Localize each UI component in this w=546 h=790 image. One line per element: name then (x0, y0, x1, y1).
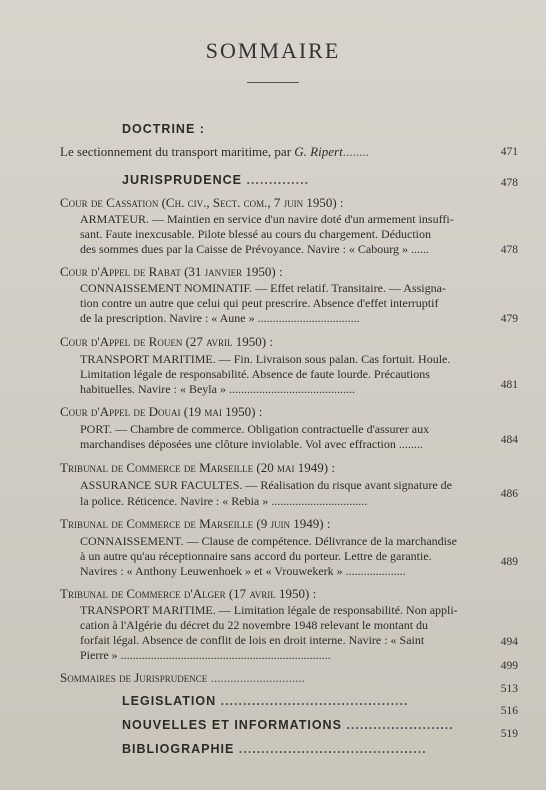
nouvelles-dots: ........................ (346, 718, 454, 732)
entry-heading: Cour de Cassation (Ch. civ., Sect. com., 7 juin 1950) : (60, 195, 344, 210)
entry-line: Pierre » ...................................................................... (80, 648, 331, 662)
doctrine-author: G. Ripert (294, 144, 343, 159)
sommaires-entry (60, 670, 305, 686)
bibliographie-dots: .......................................... (238, 742, 427, 756)
entry-line: ASSURANCE SUR FACULTES. — Réalisation du risque avant signature de (80, 478, 452, 492)
entry-heading: Tribunal de Commerce de Marseille (20 mai 1949) : (60, 460, 335, 475)
legislation-page: 513 (500, 683, 518, 695)
entry-line: Limitation légale de responsabilité. Absence de faute lourde. Précautions (80, 367, 430, 381)
entry-page: 484 (500, 434, 518, 446)
entry-line: CONNAISSEMENT. — Clause de compétence. Délivrance de la marchandise (80, 534, 457, 548)
nouvelles-entry (122, 718, 454, 732)
bibliographie-page: 519 (500, 728, 518, 740)
entry-page: 486 (500, 488, 518, 500)
legislation-dots: .......................................... (220, 694, 409, 708)
jurisprudence-label: JURISPRUDENCE .............. (122, 173, 310, 187)
entry-page: 489 (500, 556, 518, 568)
entry-line: TRANSPORT MARITIME. — Fin. Livraison sous palan. Cas fortuit. Houle. (80, 352, 451, 366)
entry-page: 478 (500, 244, 518, 256)
entry-heading: Cour d'Appel de Rabat (31 janvier 1950) : (60, 264, 283, 279)
sommaires-dots: ............................. (210, 670, 305, 685)
legislation-entry (122, 694, 408, 708)
doctrine-text: Le sectionnement du transport maritime, par (60, 144, 295, 159)
entry-heading: Cour d'Appel de Douai (19 mai 1950) : (60, 404, 263, 419)
entry-line: CONNAISSEMENT NOMINATIF. — Effet relatif. Transitaire. — Assigna- (80, 281, 446, 295)
jurisprudence-page: 478 (500, 177, 518, 189)
entry-line: forfait légal. Absence de conflit de lois en droit interne. Navire : « Saint (80, 633, 425, 647)
entry-page: 481 (500, 379, 518, 391)
entry-line: de la prescription. Navire : « Aune » .................................. (80, 311, 360, 325)
bibliographie-entry (122, 742, 427, 756)
entry-line: tion contre un autre que celui qui peut prescrire. Absence d'effet interruptif (80, 296, 439, 310)
jurisprudence-dots: .............. (246, 173, 310, 187)
entry-heading: Tribunal de Commerce d'Alger (17 avril 1950) : (60, 586, 317, 601)
entry-heading: Tribunal de Commerce de Marseille (9 juin 1949) : (60, 516, 331, 531)
entry-line: cation à l'Algérie du décret du 22 novembre 1948 relevant le montant du (80, 618, 429, 632)
doctrine-page: 471 (500, 146, 518, 158)
bibliographie-label: BIBLIOGRAPHIE (122, 742, 235, 756)
entry-line: TRANSPORT MARITIME. — Limitation légale de responsabilité. Non appli- (80, 603, 458, 617)
entry-line: à un autre qu'au réceptionnaire sans accord du porteur. Lettre de garantie. (80, 549, 432, 563)
doctrine-label: DOCTRINE : (122, 122, 205, 136)
entry-page: 479 (500, 313, 518, 325)
entry-line: marchandises déposées une clôture inviolable. Vol avec effraction ........ (80, 437, 423, 451)
entry-heading: Cour d'Appel de Rouen (27 avril 1950) : (60, 334, 273, 349)
entry-line: ARMATEUR. — Maintien en service d'un navire doté d'un armement insuffi- (80, 212, 454, 226)
sommaires-label: Sommaires de Jurisprudence (60, 670, 208, 685)
entry-line: des sommes dues par la Caisse de Prévoyance. Navire : « Cabourg » ...... (80, 242, 430, 256)
entry-line: PORT. — Chambre de commerce. Obligation contractuelle d'assurer aux (80, 422, 430, 436)
nouvelles-page: 516 (500, 705, 518, 717)
nouvelles-label: NOUVELLES ET INFORMATIONS (122, 718, 342, 732)
sommaires-page: 499 (500, 660, 518, 672)
entry-line: Navires : « Anthony Leuwenhoek » et « Vrouwekerk » .................... (80, 564, 406, 578)
entry-page: 494 (500, 636, 518, 648)
title-rule (247, 82, 299, 83)
entry-line: sant. Faute inexcusable. Pilote blessé au cours du chargement. Déduction (80, 227, 432, 241)
entry-line: habituelles. Navire : « Beyla » .......................................... (80, 382, 355, 396)
doctrine-entry (60, 144, 369, 160)
doctrine-dots: ........ (342, 144, 369, 159)
page-title: SOMMAIRE (205, 38, 341, 63)
legislation-label: LEGISLATION (122, 694, 217, 708)
entry-line: la police. Réticence. Navire : « Rebia » ................................ (80, 494, 368, 508)
